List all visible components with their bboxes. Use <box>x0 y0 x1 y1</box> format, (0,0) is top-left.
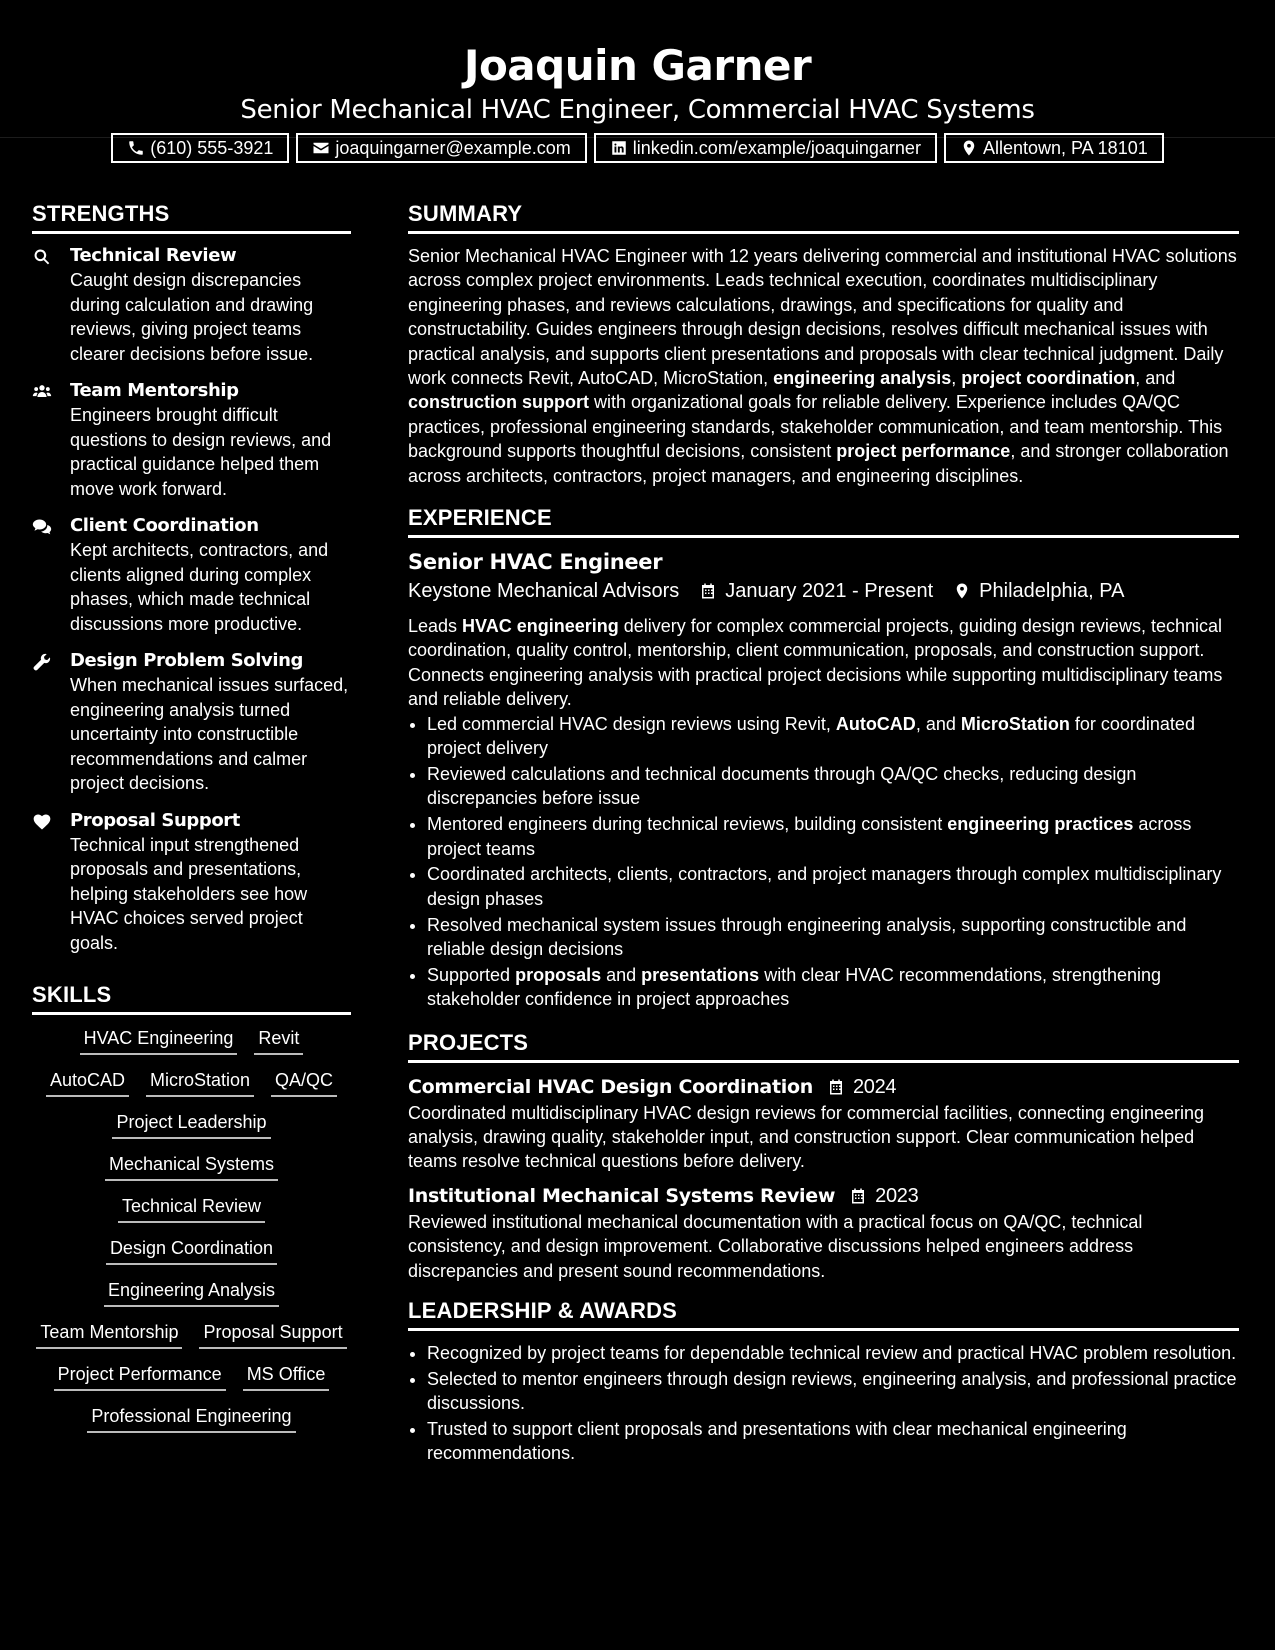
calendar-icon <box>849 1187 867 1205</box>
strength-item <box>32 514 351 636</box>
experience-heading: EXPERIENCE <box>408 502 1239 538</box>
skill-tag: Professional Engineering <box>87 1403 295 1433</box>
envelope-icon <box>312 139 330 157</box>
skill-tag: QA/QC <box>271 1067 337 1097</box>
strength-description: Caught design discrepancies during calculation and drawing reviews, giving project teams clearer decisions before issue. <box>70 270 314 364</box>
strengths-heading: STRENGTHS <box>32 198 351 234</box>
job-intro: Leads HVAC engineering delivery for complex commercial projects, guiding design reviews, technical coordination, quality control, mentorship, client communication, proposals, and construction support. Connects engineering analysis with practical project decisions while supporting multidisciplinary teams and reliable delivery. <box>408 616 1223 710</box>
leadership-heading: LEADERSHIP & AWARDS <box>408 1295 1239 1331</box>
job-meta <box>408 576 1239 606</box>
strength-description: Engineers brought difficult questions to design reviews, and practical guidance helped them move work forward. <box>70 405 332 499</box>
strength-item <box>32 244 351 366</box>
calendar-icon <box>827 1078 845 1096</box>
list-item: • Supported proposals and presentations with clear HVAC recommendations, strengthening stakeholder confidence in project approaches <box>427 963 1239 1012</box>
project-description: Coordinated multidisciplinary HVAC design reviews for commercial facilities, connecting engineering analysis, drawing quality, stakeholder input, and construction support. Clear communication helped teams resolve technical questions before delivery. <box>408 1102 1205 1172</box>
comments-icon <box>32 517 52 537</box>
map-pin-icon <box>960 139 978 157</box>
strength-description: When mechanical issues surfaced, engineering analysis turned uncertainty into constructible recommendations and calmer project decisions. <box>70 675 349 793</box>
strength-item <box>32 649 351 796</box>
project-year: 2023 <box>875 1184 919 1207</box>
list-item: • Recognized by project teams for dependable technical review and practical HVAC problem resolution. <box>427 1341 1239 1365</box>
contact-location-text: Allentown, PA 18101 <box>982 137 1148 158</box>
project-title: Commercial HVAC Design Coordination <box>408 1075 813 1098</box>
project-title-row <box>408 1073 1239 1101</box>
list-item: • Trusted to support client proposals and presentations with clear mechanical engineering recommendations. <box>427 1417 1239 1466</box>
strength-title: Technical Review <box>70 245 237 266</box>
strength-item <box>32 809 351 956</box>
leadership-list <box>408 1341 1239 1466</box>
list-item: • Selected to mentor engineers through design reviews, engineering analysis, and professional practice discussions. <box>427 1367 1239 1416</box>
contact-phone[interactable] <box>111 133 289 163</box>
skill-tag: MicroStation <box>146 1067 254 1097</box>
contact-linkedin-text: linkedin.com/example/joaquingarner <box>632 137 921 158</box>
contact-email-text: joaquingarner@example.com <box>335 137 571 158</box>
list-item: • Led commercial HVAC design reviews using Revit, AutoCAD, and MicroStation for coordinated project delivery <box>427 712 1239 761</box>
strength-description: Kept architects, contractors, and clients aligned during complex phases, which made technical discussions more productive. <box>70 540 329 634</box>
contact-email[interactable] <box>296 133 586 163</box>
contact-bar <box>0 133 1275 163</box>
phone-icon <box>127 139 145 157</box>
skill-tag: MS Office <box>243 1361 330 1391</box>
resume-header <box>0 0 1275 158</box>
skill-tag: Team Mentorship <box>36 1319 182 1349</box>
list-item: • Resolved mechanical system issues through engineering analysis, supporting constructible and reliable design decisions <box>427 913 1239 962</box>
strength-title: Team Mentorship <box>70 380 239 401</box>
skills-heading: SKILLS <box>32 979 351 1015</box>
project-title-row <box>408 1182 1239 1210</box>
summary-text: Senior Mechanical HVAC Engineer with 12 years delivering commercial and institutional HVAC solutions across complex project environments. Leads technical execution, coordinates multidisciplinary engineering phases, and reviews calculations, drawings, and specifications for quality and constructability. Guides engineers through design decisions, resolves difficult mechanical issues with practical analysis, and supports client presentations and proposals with clear technical judgment. Daily work connects Revit, AutoCAD, MicroStation, engineering analysis, project coordination, and construction support with organizational goals for reliable delivery. Experience includes QA/QC practices, professional engineering standards, stakeholder communication, and team mentorship. This background supports thoughtful decisions, consistent project performance, and stronger collaboration across architects, contractors, project managers, and engineering disciplines. <box>408 246 1237 486</box>
search-icon <box>32 247 52 267</box>
linkedin-icon <box>610 139 628 157</box>
wrench-icon <box>32 652 52 672</box>
list-item: • Reviewed calculations and technical documents through QA/QC checks, reducing design discrepancies before issue <box>427 762 1239 811</box>
project-title: Institutional Mechanical Systems Review <box>408 1184 836 1207</box>
project-description: Reviewed institutional mechanical documentation with a practical focus on QA/QC, technical consistency, and design improvement. Collaborative discussions helped engineers address discrepancies and present sound recommendations. <box>408 1211 1143 1281</box>
left-column <box>32 198 351 1433</box>
strength-title: Client Coordination <box>70 515 259 536</box>
job-bullets <box>408 712 1239 1012</box>
skill-tag: Project Leadership <box>112 1109 270 1139</box>
heart-icon <box>32 812 52 832</box>
skill-tag: Engineering Analysis <box>104 1277 279 1307</box>
skill-tag: HVAC Engineering <box>80 1025 238 1055</box>
list-item: • Mentored engineers during technical reviews, building consistent engineering practices across project teams <box>427 812 1239 861</box>
list-item: • Coordinated architects, clients, contractors, and project managers through complex multidisciplinary design phases <box>427 862 1239 911</box>
calendar-icon <box>699 582 717 600</box>
skill-tag: Design Coordination <box>106 1235 277 1265</box>
projects-heading: PROJECTS <box>408 1027 1239 1063</box>
strength-title: Proposal Support <box>70 809 240 831</box>
skill-tag: Mechanical Systems <box>105 1151 278 1181</box>
skill-tag: Revit <box>254 1025 303 1055</box>
strength-item <box>32 379 351 501</box>
skill-tag: Technical Review <box>118 1193 265 1223</box>
contact-phone-text: (610) 555-3921 <box>150 137 274 158</box>
right-column <box>408 198 1239 1467</box>
skill-tag: AutoCAD <box>46 1067 129 1097</box>
skill-tag: Proposal Support <box>199 1319 346 1349</box>
users-icon <box>32 382 52 402</box>
strength-title: Design Problem Solving <box>70 650 304 671</box>
project-year: 2024 <box>852 1075 897 1098</box>
job-title: Senior HVAC Engineer <box>408 550 663 575</box>
skills-list <box>32 1025 351 1433</box>
strength-description: Technical input strengthened proposals and presentations, helping stakeholders see how HVAC choices served project goals. <box>70 834 308 953</box>
job-location: Philadelphia, PA <box>979 580 1125 603</box>
contact-linkedin[interactable] <box>594 133 937 163</box>
company-name: Keystone Mechanical Advisors <box>408 580 680 603</box>
map-pin-icon <box>953 582 971 600</box>
candidate-name: Joaquin Garner <box>463 41 812 90</box>
contact-location[interactable] <box>944 133 1164 163</box>
candidate-title: Senior Mechanical HVAC Engineer, Commercial HVAC Systems <box>240 95 1035 125</box>
skill-tag: Project Performance <box>54 1361 226 1391</box>
job-dates: January 2021 - Present <box>725 580 934 603</box>
summary-heading: SUMMARY <box>408 198 1239 234</box>
